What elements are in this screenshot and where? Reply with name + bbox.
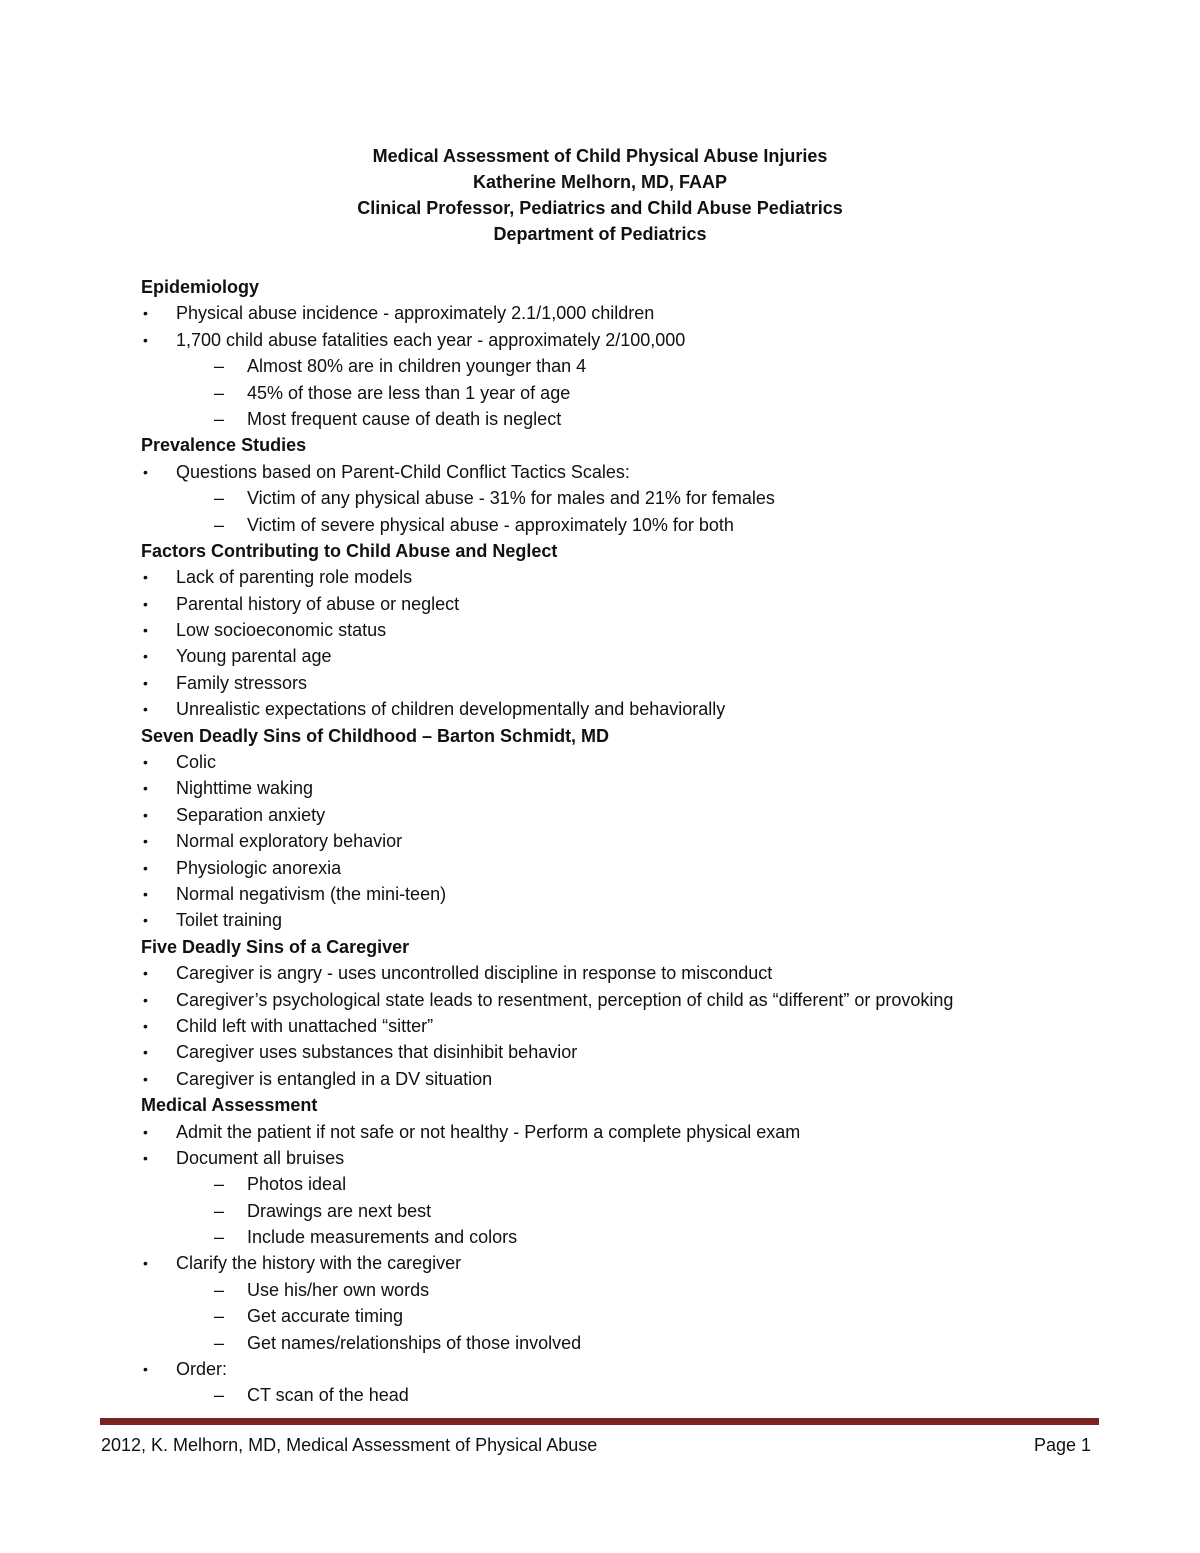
dash-icon: – — [214, 1306, 225, 1327]
dash-icon: – — [214, 408, 225, 429]
dash-icon: – — [214, 356, 225, 377]
item-text: Unrealistic expectations of children developmentally and behaviorally — [176, 699, 726, 720]
item-text: Lack of parenting role models — [176, 567, 413, 588]
item-text: Caregiver is angry - uses uncontrolled discipline in response to misconduct — [176, 963, 773, 984]
dash-icon: – — [214, 514, 225, 535]
bullet-item — [141, 696, 1141, 722]
dash-icon: – — [214, 382, 225, 403]
author-name: Katherine Melhorn, MD, FAAP — [472, 172, 728, 192]
bullet-item — [141, 881, 1141, 907]
bullet-icon: • — [143, 1044, 148, 1061]
bullet-icon: • — [143, 754, 148, 771]
bullet-item — [141, 459, 1141, 485]
bullet-icon: • — [143, 622, 148, 639]
bullet-icon: • — [143, 965, 148, 982]
bullet-item — [141, 907, 1141, 933]
bullet-icon: • — [143, 991, 148, 1008]
bullet-item — [141, 591, 1141, 617]
bullet-icon: • — [143, 859, 148, 876]
section-heading: Factors Contributing to Child Abuse and Neglect — [141, 540, 558, 561]
bullet-item — [141, 300, 1141, 326]
bullet-icon: • — [143, 569, 148, 586]
item-text: 1,700 child abuse fatalities each year - approximately 2/100,000 — [176, 329, 686, 350]
item-text: Clarify the history with the caregiver — [176, 1253, 462, 1274]
bullet-item — [141, 564, 1141, 590]
item-text: Most frequent cause of death is neglect — [247, 408, 562, 429]
item-text: Nighttime waking — [176, 778, 314, 799]
bullet-item — [141, 960, 1141, 986]
item-text: Normal negativism (the mini-teen) — [176, 883, 447, 904]
section-heading: Epidemiology — [141, 277, 260, 297]
item-text: Child left with unattached “sitter” — [176, 1015, 434, 1036]
item-text: Physiologic anorexia — [176, 857, 342, 878]
dash-icon: – — [214, 1227, 225, 1248]
bullet-item — [141, 987, 1141, 1013]
item-text: 45% of those are less than 1 year of age — [247, 382, 571, 403]
item-text: Toilet training — [176, 910, 283, 931]
item-text: Victim of any physical abuse - 31% for males and 21% for females — [247, 488, 775, 509]
bullet-item — [141, 1039, 1141, 1065]
bullet-item — [141, 1356, 1141, 1382]
sub-bullet-item — [141, 353, 1141, 379]
sub-bullet-item — [141, 1198, 1141, 1224]
bullet-item — [141, 1250, 1141, 1276]
bullet-item — [141, 327, 1141, 353]
bullet-icon: • — [143, 674, 148, 691]
item-text: Victim of severe physical abuse - approximately 10% for both — [247, 514, 734, 535]
item-text: Normal exploratory behavior — [176, 831, 403, 852]
footer-divider — [100, 1418, 1099, 1425]
bullet-item — [141, 749, 1141, 775]
item-text: Admit the patient if not safe or not healthy - Perform a complete physical exam — [176, 1121, 801, 1142]
bullet-icon: • — [143, 780, 148, 797]
item-text: Young parental age — [176, 646, 332, 667]
bullet-icon: • — [143, 331, 148, 348]
item-text: Use his/her own words — [247, 1279, 430, 1300]
bullet-icon: • — [143, 1149, 148, 1166]
author-department: Department of Pediatrics — [493, 224, 707, 244]
bullet-icon: • — [143, 912, 148, 929]
bullet-item — [141, 617, 1141, 643]
author-position: Clinical Professor, Pediatrics and Child Abuse Pediatrics — [357, 198, 843, 218]
bullet-icon: • — [143, 1123, 148, 1140]
bullet-icon: • — [143, 305, 148, 322]
item-text: Low socioeconomic status — [176, 620, 387, 641]
bullet-item — [141, 855, 1141, 881]
item-text: Family stressors — [176, 672, 308, 693]
dash-icon: – — [214, 1385, 225, 1406]
bullet-icon: • — [143, 1361, 148, 1378]
item-text: Document all bruises — [176, 1147, 345, 1168]
bullet-item — [141, 670, 1141, 696]
bullet-icon: • — [143, 833, 148, 850]
item-text: Colic — [176, 752, 217, 773]
item-text: Questions based on Parent-Child Conflict Tactics Scales: — [176, 461, 630, 482]
item-text: Drawings are next best — [247, 1200, 432, 1221]
sub-bullet-item — [141, 1171, 1141, 1197]
bullet-icon: • — [143, 885, 148, 902]
document-title-block — [0, 143, 1200, 247]
sub-bullet-item — [141, 380, 1141, 406]
bullet-icon: • — [143, 463, 148, 480]
sub-bullet-item — [141, 1330, 1141, 1356]
sub-bullet-item — [141, 1382, 1141, 1408]
item-text: Caregiver’s psychological state leads to resentment, perception of child as “different” or provoking — [176, 989, 954, 1010]
bullet-item — [141, 1145, 1141, 1171]
item-text: Physical abuse incidence - approximately 2.1/1,000 children — [176, 303, 655, 324]
bullet-item — [141, 1013, 1141, 1039]
section-heading: Five Deadly Sins of a Caregiver — [141, 936, 410, 957]
sub-bullet-item — [141, 512, 1141, 538]
sub-bullet-item — [141, 1224, 1141, 1250]
sub-bullet-item — [141, 1277, 1141, 1303]
item-text: Include measurements and colors — [247, 1227, 518, 1248]
item-text: Almost 80% are in children younger than 4 — [247, 356, 587, 377]
bullet-icon: • — [143, 701, 148, 718]
document-body — [141, 274, 1141, 1409]
bullet-icon: • — [143, 1070, 148, 1087]
bullet-icon: • — [143, 648, 148, 665]
page-number: Page 1 — [1033, 1435, 1091, 1455]
dash-icon: – — [214, 488, 225, 509]
bullet-icon: • — [143, 806, 148, 823]
item-text: Caregiver uses substances that disinhibit behavior — [176, 1042, 578, 1063]
item-text: Get names/relationships of those involved — [247, 1332, 582, 1353]
dash-icon: – — [214, 1279, 225, 1300]
footer-text: 2012, K. Melhorn, MD, Medical Assessment of Physical Abuse — [101, 1435, 598, 1455]
section-heading: Prevalence Studies — [141, 435, 307, 456]
item-text: Order: — [176, 1359, 228, 1380]
item-text: Parental history of abuse or neglect — [176, 593, 460, 614]
sub-bullet-item — [141, 485, 1141, 511]
section-heading: Medical Assessment — [141, 1095, 318, 1116]
item-text: Separation anxiety — [176, 804, 326, 825]
dash-icon: – — [214, 1200, 225, 1221]
bullet-icon: • — [143, 1255, 148, 1272]
bullet-item — [141, 1119, 1141, 1145]
bullet-item — [141, 775, 1141, 801]
bullet-item — [141, 802, 1141, 828]
item-text: CT scan of the head — [247, 1385, 409, 1406]
item-text: Photos ideal — [247, 1174, 347, 1195]
sub-bullet-item — [141, 1303, 1141, 1329]
sub-bullet-item — [141, 406, 1141, 432]
bullet-item — [141, 828, 1141, 854]
dash-icon: – — [214, 1174, 225, 1195]
bullet-icon: • — [143, 1017, 148, 1034]
bullet-item — [141, 1066, 1141, 1092]
dash-icon: – — [214, 1332, 225, 1353]
section-heading: Seven Deadly Sins of Childhood – Barton Schmidt, MD — [141, 725, 610, 746]
item-text: Caregiver is entangled in a DV situation — [176, 1068, 493, 1089]
document-title: Medical Assessment of Child Physical Abuse Injuries — [372, 146, 828, 166]
bullet-item — [141, 643, 1141, 669]
bullet-icon: • — [143, 595, 148, 612]
item-text: Get accurate timing — [247, 1306, 404, 1327]
